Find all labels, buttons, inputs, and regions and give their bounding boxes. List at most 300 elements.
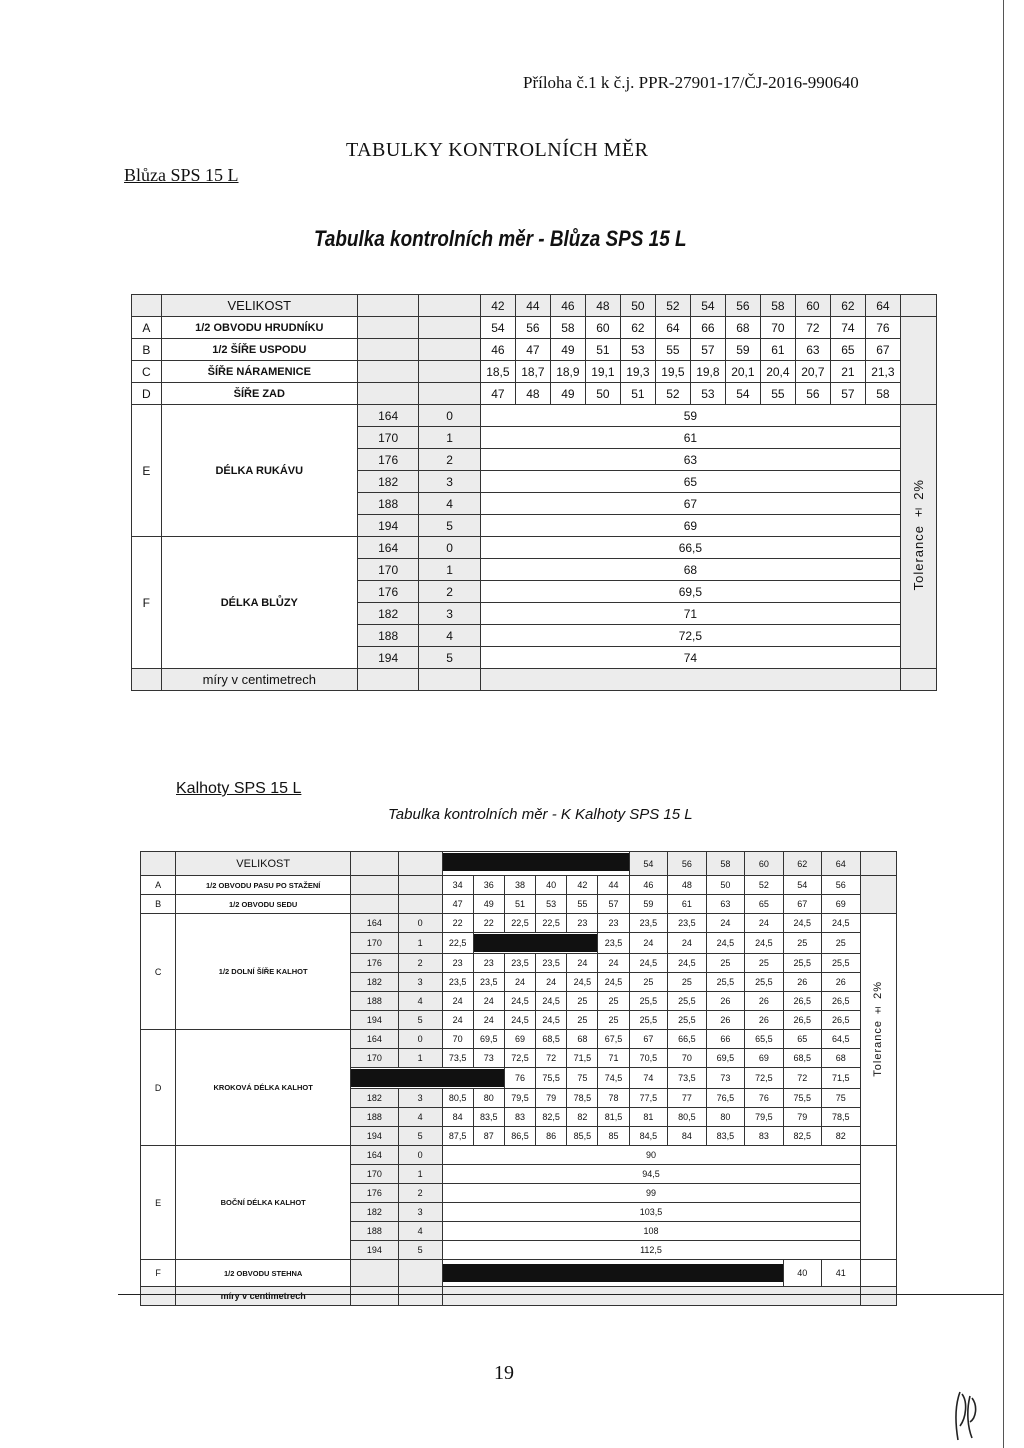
value-cell: 103,5 — [442, 1203, 860, 1222]
value-cell: 74 — [830, 317, 865, 339]
value-cell: 51 — [620, 383, 655, 405]
index-cell: 1 — [419, 427, 481, 449]
value-cell: 20,4 — [760, 361, 795, 383]
value-cell: 52 — [655, 383, 690, 405]
value-cell: 25 — [567, 1011, 598, 1030]
value-cell: 59 — [725, 339, 760, 361]
value-cell: 70,5 — [629, 1049, 667, 1068]
table-cell — [473, 933, 598, 954]
value-cell: 72 — [536, 1049, 567, 1068]
bottom-rule — [118, 1294, 1003, 1295]
value-cell: 24,5 — [567, 973, 598, 992]
value-cell: 81 — [629, 1108, 667, 1127]
value-cell: 26,5 — [783, 1011, 821, 1030]
size-header: 60 — [795, 295, 830, 317]
value-cell: 24 — [629, 933, 667, 954]
value-cell: 84 — [668, 1127, 706, 1146]
document-title: TABULKY KONTROLNÍCH MĚR — [346, 139, 649, 161]
header-row — [141, 852, 897, 876]
value-cell: 83,5 — [706, 1127, 744, 1146]
value-cell: 63 — [706, 895, 744, 914]
row-name: 1/2 OBVODU PASU PO STAŽENÍ — [176, 876, 351, 895]
height-cell: 188 — [357, 493, 419, 515]
value-cell: 22,5 — [504, 914, 535, 933]
value-cell: 74,5 — [598, 1068, 629, 1089]
value-cell: 85,5 — [567, 1127, 598, 1146]
value-cell: 94,5 — [442, 1165, 860, 1184]
value-cell: 41 — [822, 1260, 860, 1287]
value-cell: 56 — [795, 383, 830, 405]
height-row — [132, 537, 937, 559]
index-cell: 3 — [419, 603, 481, 625]
value-cell: 65 — [745, 895, 783, 914]
table-cell — [419, 317, 481, 339]
table-title-kalhoty: Tabulka kontrolních měr - K Kalhoty SPS 15 L — [388, 806, 693, 823]
value-cell: 25,5 — [706, 973, 744, 992]
value-cell: 71 — [480, 603, 900, 625]
value-cell: 54 — [783, 876, 821, 895]
value-cell: 24 — [504, 973, 535, 992]
index-cell: 1 — [419, 559, 481, 581]
height-cell: 188 — [351, 1108, 399, 1127]
value-cell: 47 — [515, 339, 550, 361]
table-cell — [357, 669, 419, 691]
value-cell: 26 — [706, 1011, 744, 1030]
value-cell: 25,5 — [668, 1011, 706, 1030]
value-cell: 68 — [567, 1030, 598, 1049]
value-cell: 90 — [442, 1146, 860, 1165]
value-cell: 23 — [442, 954, 473, 973]
value-cell: 69,5 — [706, 1049, 744, 1068]
index-cell: 3 — [398, 1203, 442, 1222]
table-cell — [398, 852, 442, 876]
table-cell — [860, 1146, 897, 1260]
index-cell: 2 — [398, 1184, 442, 1203]
value-cell: 38 — [504, 876, 535, 895]
value-cell: 59 — [629, 895, 667, 914]
value-cell: 53 — [536, 895, 567, 914]
size-header: 46 — [550, 295, 585, 317]
size-header: 42 — [480, 295, 515, 317]
table-title-bluza: Tabulka kontrolních měr - Blůza SPS 15 L — [314, 226, 687, 251]
value-cell: 69,5 — [480, 581, 900, 603]
value-cell: 46 — [480, 339, 515, 361]
value-cell: 24 — [536, 973, 567, 992]
value-cell: 47 — [442, 895, 473, 914]
value-cell: 61 — [480, 427, 900, 449]
value-cell: 24,5 — [536, 992, 567, 1011]
index-cell: 1 — [398, 933, 442, 954]
value-cell: 76,5 — [706, 1089, 744, 1108]
index-cell: 1 — [398, 1049, 442, 1068]
size-header: 64 — [822, 852, 860, 876]
handwritten-initials — [948, 1388, 988, 1444]
value-cell: 25,5 — [783, 954, 821, 973]
value-cell: 26 — [745, 1011, 783, 1030]
value-cell: 67 — [629, 1030, 667, 1049]
value-cell: 67 — [480, 493, 900, 515]
value-cell: 51 — [585, 339, 620, 361]
value-cell: 26 — [783, 973, 821, 992]
value-cell: 83 — [745, 1127, 783, 1146]
footer-row — [132, 669, 937, 691]
height-cell: 176 — [351, 1184, 399, 1203]
value-cell: 47 — [480, 383, 515, 405]
table-cell — [419, 361, 481, 383]
value-cell: 50 — [585, 383, 620, 405]
value-cell: 67 — [865, 339, 900, 361]
value-cell: 22,5 — [536, 914, 567, 933]
value-cell: 80,5 — [442, 1089, 473, 1108]
kalhoty-measurement-table — [140, 851, 897, 1306]
value-cell: 72,5 — [745, 1068, 783, 1089]
value-cell: 25 — [706, 954, 744, 973]
table-cell — [442, 1260, 783, 1287]
value-cell: 69,5 — [473, 1030, 504, 1049]
value-cell: 24 — [442, 992, 473, 1011]
table-cell — [132, 669, 162, 691]
value-cell: 19,5 — [655, 361, 690, 383]
table-cell — [357, 361, 419, 383]
value-cell: 23,5 — [536, 954, 567, 973]
value-cell: 73 — [706, 1068, 744, 1089]
row-name: 1/2 ŠÍŘE USPODU — [161, 339, 357, 361]
value-cell: 73,5 — [668, 1068, 706, 1089]
header-row — [132, 295, 937, 317]
value-cell: 26 — [822, 973, 860, 992]
value-cell: 69 — [480, 515, 900, 537]
table-cell — [141, 852, 176, 876]
group-name: DÉLKA BLŮZY — [161, 537, 357, 669]
index-cell: 5 — [398, 1127, 442, 1146]
value-cell: 74 — [480, 647, 900, 669]
value-cell: 68 — [822, 1049, 860, 1068]
value-cell: 25 — [745, 954, 783, 973]
index-cell: 0 — [419, 405, 481, 427]
height-cell: 176 — [357, 449, 419, 471]
table-cell — [357, 295, 419, 317]
index-cell: 4 — [419, 625, 481, 647]
value-cell: 67,5 — [598, 1030, 629, 1049]
value-cell: 59 — [480, 405, 900, 427]
value-cell: 69 — [822, 895, 860, 914]
value-cell: 75 — [567, 1068, 598, 1089]
table-cell — [351, 1068, 505, 1089]
group-code: D — [141, 1030, 176, 1146]
row-name: ŠÍŘE NÁRAMENICE — [161, 361, 357, 383]
table-cell — [860, 1260, 897, 1287]
index-cell: 0 — [419, 537, 481, 559]
size-header: 62 — [830, 295, 865, 317]
measurement-row — [132, 383, 937, 405]
value-cell: 82 — [567, 1108, 598, 1127]
size-header: 48 — [585, 295, 620, 317]
value-cell: 60 — [585, 317, 620, 339]
value-cell: 78,5 — [822, 1108, 860, 1127]
value-cell: 24,5 — [536, 1011, 567, 1030]
height-cell: 170 — [351, 1049, 399, 1068]
value-cell: 24,5 — [706, 933, 744, 954]
value-cell: 65 — [480, 471, 900, 493]
redaction-block — [351, 1069, 504, 1087]
value-cell: 54 — [725, 383, 760, 405]
value-cell: 55 — [655, 339, 690, 361]
value-cell: 25,5 — [629, 992, 667, 1011]
value-cell: 26 — [745, 992, 783, 1011]
units-footer: míry v centimetrech — [176, 1287, 351, 1306]
table-cell — [419, 669, 481, 691]
value-cell: 68 — [480, 559, 900, 581]
value-cell: 19,3 — [620, 361, 655, 383]
value-cell: 82,5 — [783, 1127, 821, 1146]
height-cell: 182 — [351, 1203, 399, 1222]
value-cell: 57 — [690, 339, 725, 361]
height-cell: 188 — [351, 992, 399, 1011]
value-cell: 52 — [745, 876, 783, 895]
value-cell: 57 — [830, 383, 865, 405]
value-cell: 72,5 — [504, 1049, 535, 1068]
value-cell: 61 — [668, 895, 706, 914]
value-cell: 22 — [473, 914, 504, 933]
index-cell: 2 — [419, 449, 481, 471]
table-cell — [860, 852, 897, 876]
tolerance-label: Tolerance ± 2% — [872, 980, 885, 1077]
index-cell: 4 — [419, 493, 481, 515]
size-header: 44 — [515, 295, 550, 317]
value-cell: 69 — [745, 1049, 783, 1068]
value-cell: 49 — [550, 383, 585, 405]
height-cell: 194 — [351, 1127, 399, 1146]
value-cell: 24 — [706, 914, 744, 933]
value-cell: 65,5 — [745, 1030, 783, 1049]
value-cell: 21 — [830, 361, 865, 383]
value-cell: 44 — [598, 876, 629, 895]
value-cell: 25 — [668, 973, 706, 992]
table-cell — [480, 669, 900, 691]
index-cell: 4 — [398, 1222, 442, 1241]
row-name: 1/2 OBVODU HRUDNÍKU — [161, 317, 357, 339]
value-cell: 79,5 — [504, 1089, 535, 1108]
units-footer: míry v centimetrech — [161, 669, 357, 691]
value-cell: 24,5 — [745, 933, 783, 954]
index-cell: 3 — [419, 471, 481, 493]
size-label: VELIKOST — [161, 295, 357, 317]
value-cell: 23,5 — [668, 914, 706, 933]
index-cell: 3 — [398, 973, 442, 992]
index-cell: 0 — [398, 914, 442, 933]
value-cell: 73 — [473, 1049, 504, 1068]
value-cell: 26,5 — [822, 1011, 860, 1030]
value-cell: 79 — [536, 1089, 567, 1108]
height-cell: 194 — [351, 1011, 399, 1030]
tolerance-cell — [900, 405, 936, 669]
value-cell: 23,5 — [473, 973, 504, 992]
value-cell: 79,5 — [745, 1108, 783, 1127]
value-cell: 24 — [567, 954, 598, 973]
table-cell — [442, 1287, 860, 1306]
value-cell: 25 — [822, 933, 860, 954]
table-cell — [351, 1287, 399, 1306]
height-cell: 194 — [357, 515, 419, 537]
index-cell: 5 — [398, 1241, 442, 1260]
value-cell: 99 — [442, 1184, 860, 1203]
value-cell: 25 — [598, 1011, 629, 1030]
table-cell — [398, 1287, 442, 1306]
value-cell: 24,5 — [598, 973, 629, 992]
value-cell: 75,5 — [536, 1068, 567, 1089]
height-cell: 164 — [351, 1030, 399, 1049]
height-cell: 194 — [351, 1241, 399, 1260]
size-header: 58 — [760, 295, 795, 317]
value-cell: 36 — [473, 876, 504, 895]
row-code: B — [132, 339, 162, 361]
value-cell: 87 — [473, 1127, 504, 1146]
index-cell: 5 — [398, 1011, 442, 1030]
table-cell — [398, 895, 442, 914]
value-cell: 76 — [745, 1089, 783, 1108]
value-cell: 78,5 — [567, 1089, 598, 1108]
row-code: A — [141, 876, 176, 895]
value-cell: 18,5 — [480, 361, 515, 383]
height-cell: 164 — [357, 537, 419, 559]
table-cell — [141, 1287, 176, 1306]
group-code: C — [141, 914, 176, 1030]
value-cell: 49 — [473, 895, 504, 914]
index-cell: 4 — [398, 992, 442, 1011]
height-cell: 164 — [351, 1146, 399, 1165]
row-code: C — [132, 361, 162, 383]
value-cell: 70 — [760, 317, 795, 339]
value-cell: 40 — [783, 1260, 821, 1287]
table-cell — [351, 895, 399, 914]
height-cell: 182 — [351, 973, 399, 992]
value-cell: 42 — [567, 876, 598, 895]
value-cell: 84 — [442, 1108, 473, 1127]
value-cell: 76 — [865, 317, 900, 339]
height-row — [132, 405, 937, 427]
row-code: F — [141, 1260, 176, 1287]
value-cell: 54 — [480, 317, 515, 339]
height-cell: 176 — [357, 581, 419, 603]
value-cell: 19,8 — [690, 361, 725, 383]
group-name: BOČNÍ DÉLKA KALHOT — [176, 1146, 351, 1260]
value-cell: 82 — [822, 1127, 860, 1146]
table-cell — [860, 876, 897, 914]
size-header: 64 — [865, 295, 900, 317]
value-cell: 68,5 — [783, 1049, 821, 1068]
value-cell: 55 — [760, 383, 795, 405]
value-cell: 48 — [515, 383, 550, 405]
value-cell: 19,1 — [585, 361, 620, 383]
right-page-edge-line — [1003, 0, 1004, 1448]
value-cell: 68 — [725, 317, 760, 339]
value-cell: 83 — [504, 1108, 535, 1127]
value-cell: 25 — [629, 973, 667, 992]
value-cell: 58 — [550, 317, 585, 339]
value-cell: 67 — [783, 895, 821, 914]
value-cell: 20,7 — [795, 361, 830, 383]
value-cell: 24 — [598, 954, 629, 973]
value-cell: 51 — [504, 895, 535, 914]
value-cell: 24,5 — [668, 954, 706, 973]
size-header: 62 — [783, 852, 821, 876]
value-cell: 24,5 — [504, 1011, 535, 1030]
index-cell: 0 — [398, 1030, 442, 1049]
value-cell: 23,5 — [442, 973, 473, 992]
value-cell: 24,5 — [504, 992, 535, 1011]
value-cell: 25,5 — [745, 973, 783, 992]
group-name: DÉLKA RUKÁVU — [161, 405, 357, 537]
value-cell: 24,5 — [783, 914, 821, 933]
height-cell: 170 — [357, 427, 419, 449]
index-cell: 0 — [398, 1146, 442, 1165]
value-cell: 78 — [598, 1089, 629, 1108]
value-cell: 79 — [783, 1108, 821, 1127]
value-cell: 25 — [783, 933, 821, 954]
value-cell: 53 — [690, 383, 725, 405]
value-cell: 49 — [550, 339, 585, 361]
height-cell: 194 — [357, 647, 419, 669]
value-cell: 23,5 — [598, 933, 629, 954]
height-row — [141, 914, 897, 933]
table-cell — [900, 295, 936, 317]
value-cell: 74 — [629, 1068, 667, 1089]
table-cell — [351, 852, 399, 876]
value-cell: 25,5 — [822, 954, 860, 973]
index-cell: 5 — [419, 515, 481, 537]
page-number: 19 — [494, 1362, 514, 1384]
value-cell: 87,5 — [442, 1127, 473, 1146]
value-cell: 65 — [830, 339, 865, 361]
table-cell — [419, 339, 481, 361]
value-cell: 80 — [473, 1089, 504, 1108]
value-cell: 81,5 — [598, 1108, 629, 1127]
value-cell: 66,5 — [668, 1030, 706, 1049]
value-cell: 71 — [598, 1049, 629, 1068]
value-cell: 63 — [795, 339, 830, 361]
row-name: 1/2 OBVODU STEHNA — [176, 1260, 351, 1287]
value-cell: 66,5 — [480, 537, 900, 559]
value-cell: 64,5 — [822, 1030, 860, 1049]
table-cell — [357, 383, 419, 405]
height-cell: 170 — [351, 933, 399, 954]
measurement-row — [141, 876, 897, 895]
value-cell: 63 — [480, 449, 900, 471]
value-cell: 23 — [598, 914, 629, 933]
table-cell — [351, 1260, 399, 1287]
value-cell: 66 — [706, 1030, 744, 1049]
value-cell: 22 — [442, 914, 473, 933]
value-cell: 64 — [655, 317, 690, 339]
tolerance-label: Tolerance ± 2% — [910, 479, 926, 591]
value-cell: 72 — [783, 1068, 821, 1089]
value-cell: 24 — [442, 1011, 473, 1030]
value-cell: 71,5 — [822, 1068, 860, 1089]
value-cell: 24 — [745, 914, 783, 933]
height-cell: 170 — [351, 1165, 399, 1184]
table-cell — [398, 1260, 442, 1287]
value-cell: 50 — [706, 876, 744, 895]
value-cell: 25 — [567, 992, 598, 1011]
value-cell: 80,5 — [668, 1108, 706, 1127]
tolerance-cell — [860, 914, 897, 1146]
value-cell: 20,1 — [725, 361, 760, 383]
table-cell — [860, 1287, 897, 1306]
value-cell: 23,5 — [504, 954, 535, 973]
height-cell: 164 — [351, 914, 399, 933]
table-cell — [442, 852, 629, 876]
value-cell: 26,5 — [783, 992, 821, 1011]
